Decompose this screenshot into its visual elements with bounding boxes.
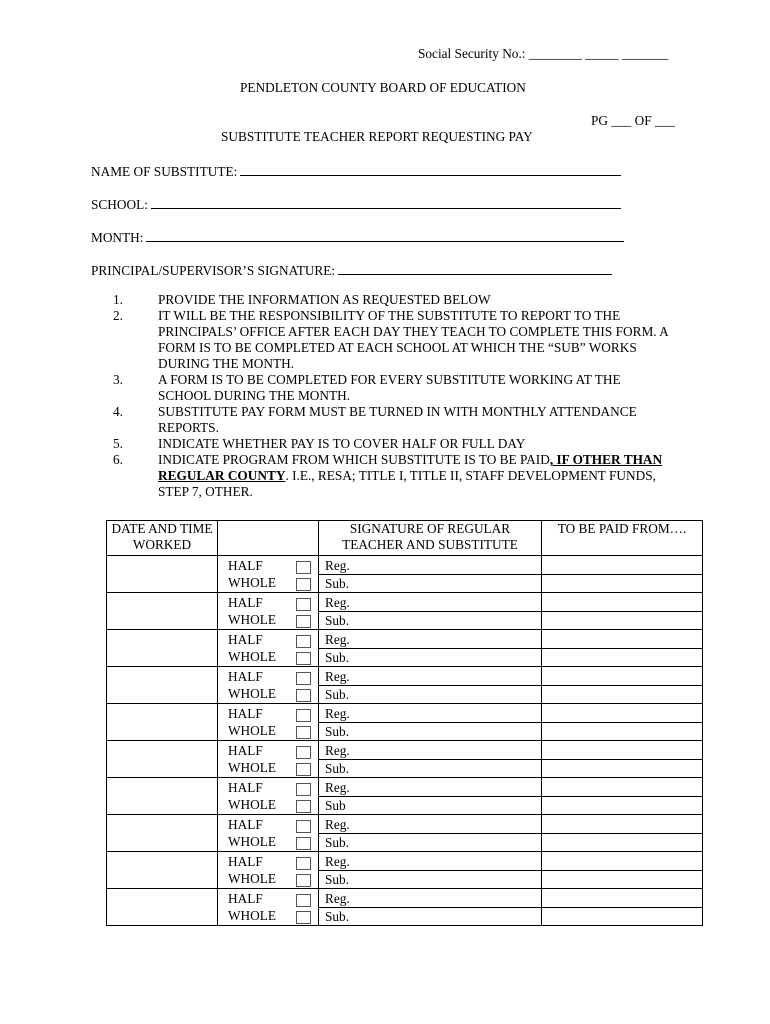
- paid-from-cell[interactable]: [542, 667, 703, 704]
- paid-from-divider: [542, 833, 702, 834]
- table-row: [107, 741, 703, 778]
- duration-cell: [218, 815, 319, 852]
- signature-divider: [319, 870, 541, 871]
- signature-divider: [319, 796, 541, 797]
- table-row: [107, 889, 703, 926]
- sub-label: Sub.: [325, 613, 350, 628]
- half-checkbox[interactable]: [296, 820, 311, 833]
- signature-cell[interactable]: [319, 593, 542, 630]
- form-title: SUBSTITUTE TEACHER REPORT REQUESTING PAY: [221, 129, 533, 144]
- signature-divider: [319, 759, 541, 760]
- header-signature: SIGNATURE OF REGULAR TEACHER AND SUBSTITUTE: [319, 521, 542, 556]
- half-checkbox[interactable]: [296, 561, 311, 574]
- signature-cell[interactable]: [319, 556, 542, 593]
- paid-from-cell[interactable]: [542, 741, 703, 778]
- table-row: [107, 556, 703, 593]
- date-cell[interactable]: [107, 704, 218, 741]
- duration-cell: [218, 852, 319, 889]
- reg-label: Reg.: [325, 780, 350, 795]
- whole-label: WHOLE: [228, 871, 276, 886]
- half-checkbox[interactable]: [296, 709, 311, 722]
- signature-divider: [319, 574, 541, 575]
- signature-cell[interactable]: [319, 778, 542, 815]
- whole-checkbox[interactable]: [296, 652, 311, 665]
- whole-label: WHOLE: [228, 649, 276, 664]
- half-label: HALF: [228, 632, 263, 647]
- whole-label: WHOLE: [228, 797, 276, 812]
- whole-checkbox[interactable]: [296, 837, 311, 850]
- half-label: HALF: [228, 780, 263, 795]
- whole-checkbox[interactable]: [296, 911, 311, 924]
- whole-checkbox[interactable]: [296, 689, 311, 702]
- paid-from-cell[interactable]: [542, 815, 703, 852]
- month-field[interactable]: [91, 229, 624, 246]
- reg-label: Reg.: [325, 669, 350, 684]
- half-checkbox[interactable]: [296, 672, 311, 685]
- whole-label: WHOLE: [228, 834, 276, 849]
- half-label: HALF: [228, 595, 263, 610]
- date-cell[interactable]: [107, 667, 218, 704]
- reg-label: Reg.: [325, 558, 350, 573]
- header-paid-from: TO BE PAID FROM….: [542, 521, 703, 556]
- date-cell[interactable]: [107, 593, 218, 630]
- paid-from-divider: [542, 685, 702, 686]
- sub-label: Sub.: [325, 576, 350, 591]
- signature-divider: [319, 685, 541, 686]
- signature-cell[interactable]: [319, 667, 542, 704]
- instruction-item: 1. PROVIDE THE INFORMATION AS REQUESTED BELOW: [113, 292, 491, 307]
- instruction-item: 3. A FORM IS TO BE COMPLETED FOR EVERY SUBSTITUTE WORKING AT THE SCHOOL DURING THE MONTH.: [113, 372, 621, 403]
- instruction-list: [0, 292, 770, 500]
- half-checkbox[interactable]: [296, 635, 311, 648]
- whole-checkbox[interactable]: [296, 726, 311, 739]
- paid-from-divider: [542, 611, 702, 612]
- date-cell[interactable]: [107, 630, 218, 667]
- signature-line[interactable]: [338, 262, 612, 275]
- month-label: MONTH:: [91, 230, 144, 245]
- duration-cell: [218, 741, 319, 778]
- date-cell[interactable]: [107, 556, 218, 593]
- sub-label: Sub.: [325, 909, 350, 924]
- paid-from-cell[interactable]: [542, 852, 703, 889]
- whole-checkbox[interactable]: [296, 800, 311, 813]
- signature-label: PRINCIPAL/SUPERVISOR’S SIGNATURE:: [91, 263, 336, 278]
- paid-from-divider: [542, 907, 702, 908]
- school-label: SCHOOL:: [91, 197, 148, 212]
- sub-label: Sub.: [325, 724, 350, 739]
- sub-label: Sub: [325, 798, 346, 813]
- reg-label: Reg.: [325, 706, 350, 721]
- signature-field[interactable]: [91, 262, 612, 279]
- signature-divider: [319, 648, 541, 649]
- paid-from-divider: [542, 722, 702, 723]
- date-cell[interactable]: [107, 852, 218, 889]
- duration-cell: [218, 889, 319, 926]
- instruction-item: 6. INDICATE PROGRAM FROM WHICH SUBSTITUTE IS TO BE PAID, IF OTHER THAN REGULAR COUNTY. I.E., RESA; TITLE I, TITLE II, STAFF DEVELOPMENT FUNDS, STEP 7, OTHER.: [113, 452, 663, 499]
- half-label: HALF: [228, 854, 263, 869]
- half-checkbox[interactable]: [296, 598, 311, 611]
- half-checkbox[interactable]: [296, 746, 311, 759]
- page-number: PG ___ OF ___: [591, 113, 675, 128]
- name-field[interactable]: [91, 163, 621, 180]
- whole-checkbox[interactable]: [296, 578, 311, 591]
- signature-cell[interactable]: [319, 704, 542, 741]
- whole-checkbox[interactable]: [296, 615, 311, 628]
- month-line[interactable]: [146, 229, 624, 242]
- whole-label: WHOLE: [228, 908, 276, 923]
- duration-cell: [218, 778, 319, 815]
- table-row: [107, 815, 703, 852]
- reg-label: Reg.: [325, 891, 350, 906]
- signature-divider: [319, 907, 541, 908]
- signature-divider: [319, 722, 541, 723]
- reg-label: Reg.: [325, 595, 350, 610]
- paid-from-cell[interactable]: [542, 556, 703, 593]
- signature-divider: [319, 611, 541, 612]
- whole-label: WHOLE: [228, 760, 276, 775]
- paid-from-cell[interactable]: [542, 889, 703, 926]
- table-row: [107, 852, 703, 889]
- half-checkbox[interactable]: [296, 857, 311, 870]
- table-row: [107, 778, 703, 815]
- date-cell[interactable]: [107, 778, 218, 815]
- half-label: HALF: [228, 558, 263, 573]
- paid-from-divider: [542, 870, 702, 871]
- duration-cell: [218, 556, 319, 593]
- pay-table: [106, 520, 703, 926]
- paid-from-cell[interactable]: [542, 704, 703, 741]
- paid-from-divider: [542, 759, 702, 760]
- header-duration: [218, 521, 319, 556]
- whole-checkbox[interactable]: [296, 763, 311, 776]
- half-label: HALF: [228, 743, 263, 758]
- date-cell[interactable]: [107, 889, 218, 926]
- signature-cell[interactable]: [319, 741, 542, 778]
- duration-cell: [218, 593, 319, 630]
- paid-from-cell[interactable]: [542, 778, 703, 815]
- half-checkbox[interactable]: [296, 783, 311, 796]
- paid-from-divider: [542, 648, 702, 649]
- table-row: [107, 593, 703, 630]
- date-cell[interactable]: [107, 815, 218, 852]
- header-date: DATE AND TIME WORKED: [107, 521, 218, 556]
- ssn-field[interactable]: Social Security No.: ________ _____ _______: [418, 46, 669, 61]
- paid-from-cell[interactable]: [542, 593, 703, 630]
- table-row: [107, 704, 703, 741]
- half-label: HALF: [228, 706, 263, 721]
- name-label: NAME OF SUBSTITUTE:: [91, 164, 238, 179]
- paid-from-divider: [542, 574, 702, 575]
- date-cell[interactable]: [107, 741, 218, 778]
- half-label: HALF: [228, 891, 263, 906]
- signature-cell[interactable]: [319, 889, 542, 926]
- whole-label: WHOLE: [228, 575, 276, 590]
- board-title: PENDLETON COUNTY BOARD OF EDUCATION: [240, 80, 526, 95]
- half-checkbox[interactable]: [296, 894, 311, 907]
- sub-label: Sub.: [325, 650, 350, 665]
- whole-label: WHOLE: [228, 723, 276, 738]
- signature-cell[interactable]: [319, 815, 542, 852]
- table-row: [107, 630, 703, 667]
- reg-label: Reg.: [325, 854, 350, 869]
- duration-cell: [218, 667, 319, 704]
- emphasis-text: , IF OTHER THAN REGULAR COUNTY: [158, 452, 663, 483]
- sub-label: Sub.: [325, 872, 350, 887]
- name-line[interactable]: [240, 163, 621, 176]
- paid-from-cell[interactable]: [542, 630, 703, 667]
- duration-cell: [218, 630, 319, 667]
- instruction-item: 2. IT WILL BE THE RESPONSIBILITY OF THE SUBSTITUTE TO REPORT TO THE PRINCIPALS’ OFFICE AFTER EACH DAY THEY TEACH TO COMPLETE THIS FORM. A FORM IS TO BE COMPLETED AT EACH SCHOOL AT WHICH THE “SUB” WORKS DURING THE MONTH.: [113, 308, 669, 371]
- table-header-row: [107, 521, 703, 556]
- half-label: HALF: [228, 669, 263, 684]
- school-line[interactable]: [151, 196, 621, 209]
- signature-cell[interactable]: [319, 630, 542, 667]
- instruction-item: 4. SUBSTITUTE PAY FORM MUST BE TURNED IN WITH MONTHLY ATTENDANCE REPORTS.: [113, 404, 637, 435]
- half-label: HALF: [228, 817, 263, 832]
- signature-divider: [319, 833, 541, 834]
- sub-label: Sub.: [325, 687, 350, 702]
- paid-from-divider: [542, 796, 702, 797]
- reg-label: Reg.: [325, 817, 350, 832]
- sub-label: Sub.: [325, 761, 350, 776]
- whole-label: WHOLE: [228, 686, 276, 701]
- sub-label: Sub.: [325, 835, 350, 850]
- school-field[interactable]: [91, 196, 621, 213]
- reg-label: Reg.: [325, 632, 350, 647]
- instruction-item: 5. INDICATE WHETHER PAY IS TO COVER HALF OR FULL DAY: [113, 436, 526, 451]
- whole-label: WHOLE: [228, 612, 276, 627]
- table-row: [107, 667, 703, 704]
- whole-checkbox[interactable]: [296, 874, 311, 887]
- duration-cell: [218, 704, 319, 741]
- reg-label: Reg.: [325, 743, 350, 758]
- signature-cell[interactable]: [319, 852, 542, 889]
